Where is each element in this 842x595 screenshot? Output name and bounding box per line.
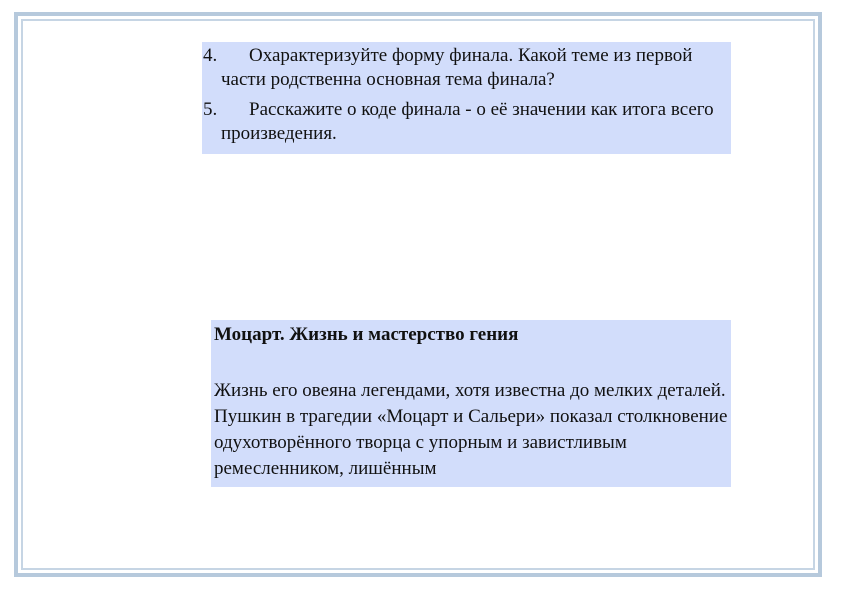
- question-text: Расскажите о коде финала - о её значении как итога всего произведения.: [221, 99, 714, 144]
- question-item: [202, 98, 731, 146]
- bio-text: Жизнь его овеяна легендами, хотя известна до мелких деталей. Пушкин в трагедии «Моцарт и Сальери» показал столкновение одухотворённого творца с упорным и завистливым ремесленником, лишённым: [214, 380, 728, 479]
- question-number: 5.: [203, 99, 218, 120]
- questions-box: [202, 42, 731, 154]
- question-number: 4.: [203, 45, 218, 66]
- question-item: [202, 44, 731, 92]
- question-text: Охарактеризуйте форму финала. Какой теме из первой части родственна основная тема финала?: [221, 45, 693, 90]
- bio-box: [211, 320, 731, 487]
- bio-title: Моцарт. Жизнь и мастерство гения: [214, 324, 519, 345]
